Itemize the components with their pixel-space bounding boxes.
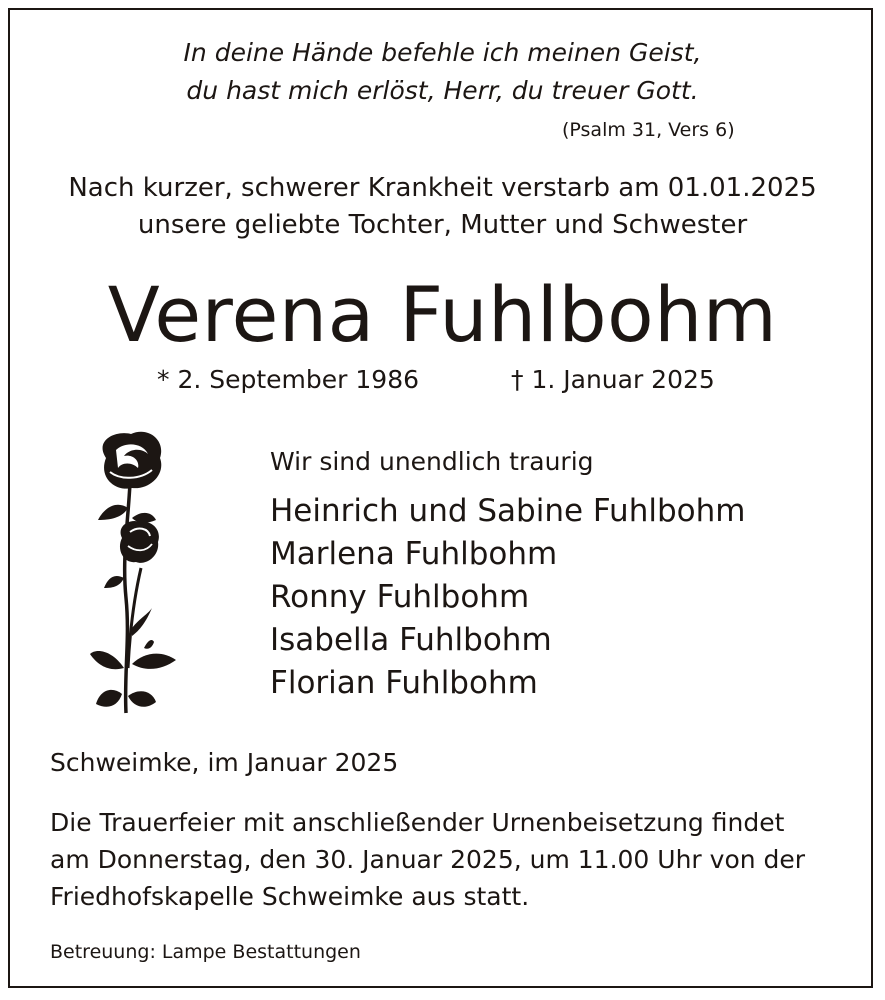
verse-line-2: du hast mich erlöst, Herr, du treuer Gott. bbox=[186, 76, 699, 105]
intro-line-1: Nach kurzer, schwerer Krankheit verstarb am 01.01.2025 bbox=[68, 173, 817, 203]
death-date: † 1. Januar 2025 bbox=[511, 365, 715, 394]
mourner-name: Heinrich und Sabine Fuhlbohm bbox=[270, 493, 746, 529]
ceremony-line-3: Friedhofskapelle Schweimke aus statt. bbox=[50, 882, 530, 911]
mourner-name: Isabella Fuhlbohm bbox=[270, 622, 552, 658]
intro-line-2: unsere geliebte Tochter, Mutter und Schwester bbox=[137, 210, 748, 240]
mourner-name: Marlena Fuhlbohm bbox=[270, 536, 558, 572]
verse-reference: (Psalm 31, Vers 6) bbox=[562, 119, 735, 141]
rose-icon bbox=[86, 428, 186, 723]
mourners-heading: Wir sind unendlich traurig bbox=[270, 447, 594, 476]
ceremony-line-2: am Donnerstag, den 30. Januar 2025, um 11.00 Uhr von der bbox=[50, 845, 806, 874]
funeral-home-credit: Betreuung: Lampe Bestattungen bbox=[50, 941, 361, 963]
deceased-name: Verena Fuhlbohm bbox=[107, 270, 778, 359]
verse-line-1: In deine Hände befehle ich meinen Geist, bbox=[183, 38, 702, 67]
mourner-name: Ronny Fuhlbohm bbox=[270, 579, 530, 615]
place-and-date: Schweimke, im Januar 2025 bbox=[50, 748, 399, 777]
ceremony-line-1: Die Trauerfeier mit anschließender Urnenbeisetzung findet bbox=[50, 808, 785, 837]
birth-date: * 2. September 1986 bbox=[157, 365, 419, 394]
mourner-name: Florian Fuhlbohm bbox=[270, 665, 538, 701]
